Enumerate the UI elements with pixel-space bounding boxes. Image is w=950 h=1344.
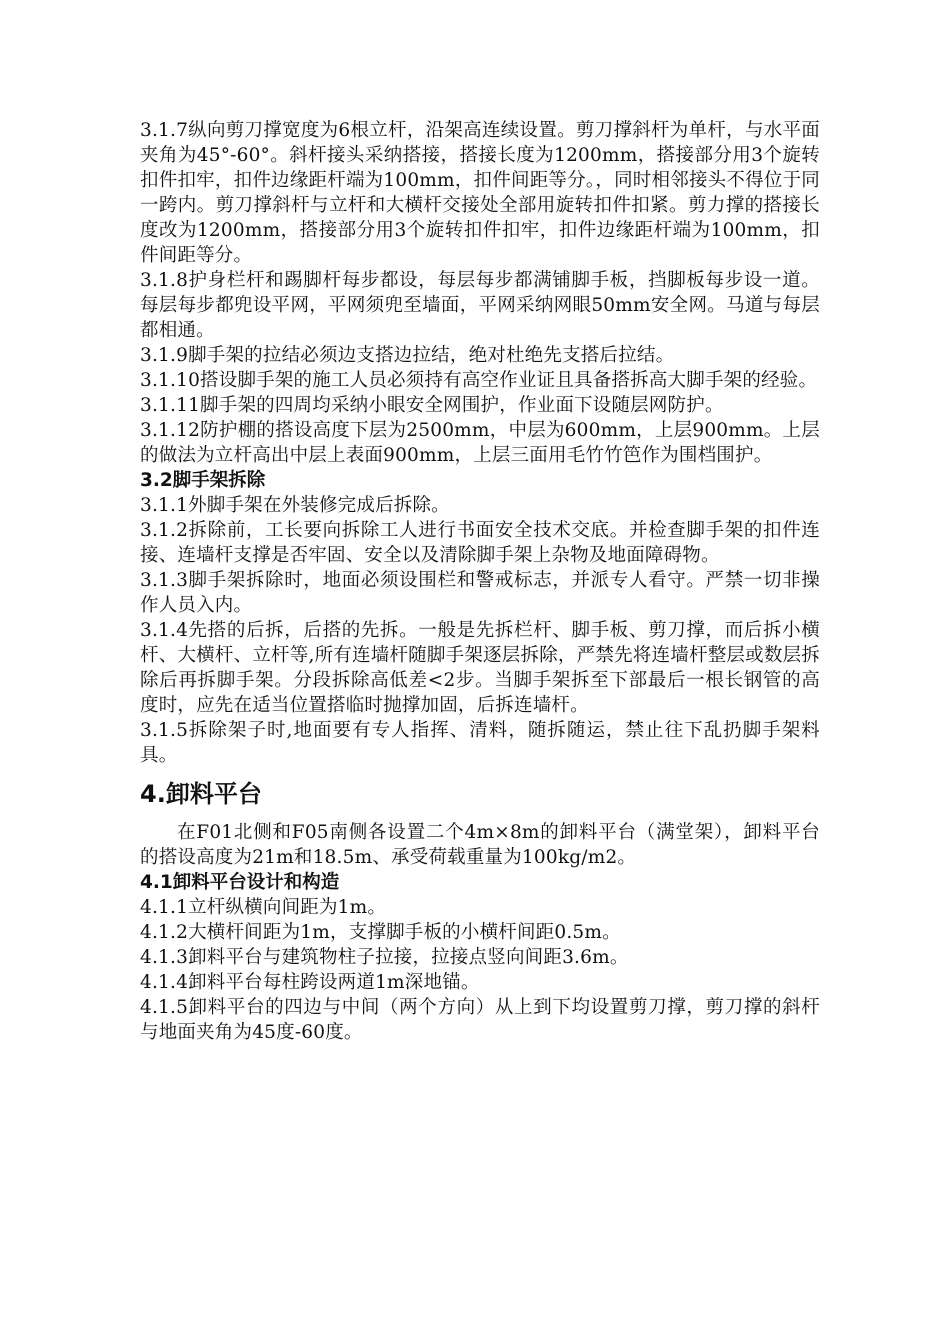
paragraph-4-1-4: 4.1.4卸料平台每柱跨设两道1m深地锚。: [140, 972, 480, 993]
chapter-heading-4: 4.卸料平台: [140, 780, 262, 808]
paragraph-3-2-1: 3.1.1外脚手架在外装修完成后拆除。: [140, 495, 450, 516]
paragraph-3-1-7: 3.1.7纵向剪刀撑宽度为6根立杆，沿架高连续设置。剪刀撑斜杆为单杆，与水平面夹角为45°-60°。斜杆接头采纳搭接，搭接长度为1200mm，搭接部分用3个旋转扣件扣牢，扣件边缘距杆端为100mm，扣件间距等分。，同时相邻接头不得位于同一跨内。剪刀撑斜杆与立杆和大横杆交接处全部用旋转扣件扣紧。剪力撑的搭接长度改为1200mm，搭接部分用3个旋转扣件扣牢，扣件边缘距杆端为100mm，扣件间距等分。: [140, 120, 820, 266]
paragraph-4-intro: 在F01北侧和F05南侧各设置二个4m×8m的卸料平台（满堂架），卸料平台的搭设高度为21m和18.5m、承受荷载重量为100kg/m2。: [140, 822, 820, 868]
paragraph-3-2-5: 3.1.5拆除架子时,地面要有专人指挥、清料，随拆随运，禁止往下乱扔脚手架料具。: [140, 720, 820, 766]
paragraph-3-2-4: 3.1.4先搭的后拆，后搭的先拆。一般是先拆栏杆、脚手板、剪刀撑，而后拆小横杆、大横杆、立杆等,所有连墙杆随脚手架逐层拆除，严禁先将连墙杆整层或数层拆除后再拆脚手架。分段拆除高低差<2步。当脚手架拆至下部最后一根长钢管的高度时，应先在适当位置搭临时抛撑加固，后拆连墙杆。: [140, 620, 820, 716]
paragraph-3-2-3: 3.1.3脚手架拆除时，地面必须设围栏和警戒标志，并派专人看守。严禁一切非操作人员入内。: [140, 570, 820, 616]
paragraph-3-2-2: 3.1.2拆除前，工长要向拆除工人进行书面安全技术交底。并检查脚手架的扣件连接、连墙杆支撑是否牢固、安全以及清除脚手架上杂物及地面障碍物。: [140, 520, 820, 566]
paragraph-4-1-2: 4.1.2大横杆间距为1m，支撑脚手板的小横杆间距0.5m。: [140, 922, 621, 943]
section-heading-3-2: 3.2脚手架拆除: [140, 470, 266, 491]
paragraph-3-1-8: 3.1.8护身栏杆和踢脚杆每步都设，每层每步都满铺脚手板，挡脚板每步设一道。每层每步都兜设平网，平网须兜至墙面，平网采纳网眼50mm安全网。马道与每层都相通。: [140, 270, 820, 341]
paragraph-3-1-9: 3.1.9脚手架的拉结必须边支搭边拉结，绝对杜绝先支搭后拉结。: [140, 345, 675, 366]
paragraph-4-1-1: 4.1.1立杆纵横向间距为1m。: [140, 897, 387, 918]
paragraph-4-1-3: 4.1.3卸料平台与建筑物柱子拉接，拉接点竖向间距3.6m。: [140, 947, 629, 968]
paragraph-4-1-5: 4.1.5卸料平台的四边与中间（两个方向）从上到下均设置剪刀撑，剪刀撑的斜杆与地面夹角为45度-60度。: [140, 997, 820, 1043]
section-heading-4-1: 4.1卸料平台设计和构造: [140, 872, 340, 893]
paragraph-3-1-12: 3.1.12防护棚的搭设高度下层为2500mm，中层为600mm，上层900mm。上层的做法为立杆高出中层上表面900mm，上层三面用毛竹竹笆作为围档围护。: [140, 420, 820, 466]
paragraph-3-1-11: 3.1.11脚手架的四周均采纳小眼安全网围护，作业面下设随层网防护。: [140, 395, 724, 416]
paragraph-3-1-10: 3.1.10搭设脚手架的施工人员必须持有高空作业证且具备搭拆高大脚手架的经验。: [140, 370, 818, 391]
document-page: [140, 118, 820, 1045]
